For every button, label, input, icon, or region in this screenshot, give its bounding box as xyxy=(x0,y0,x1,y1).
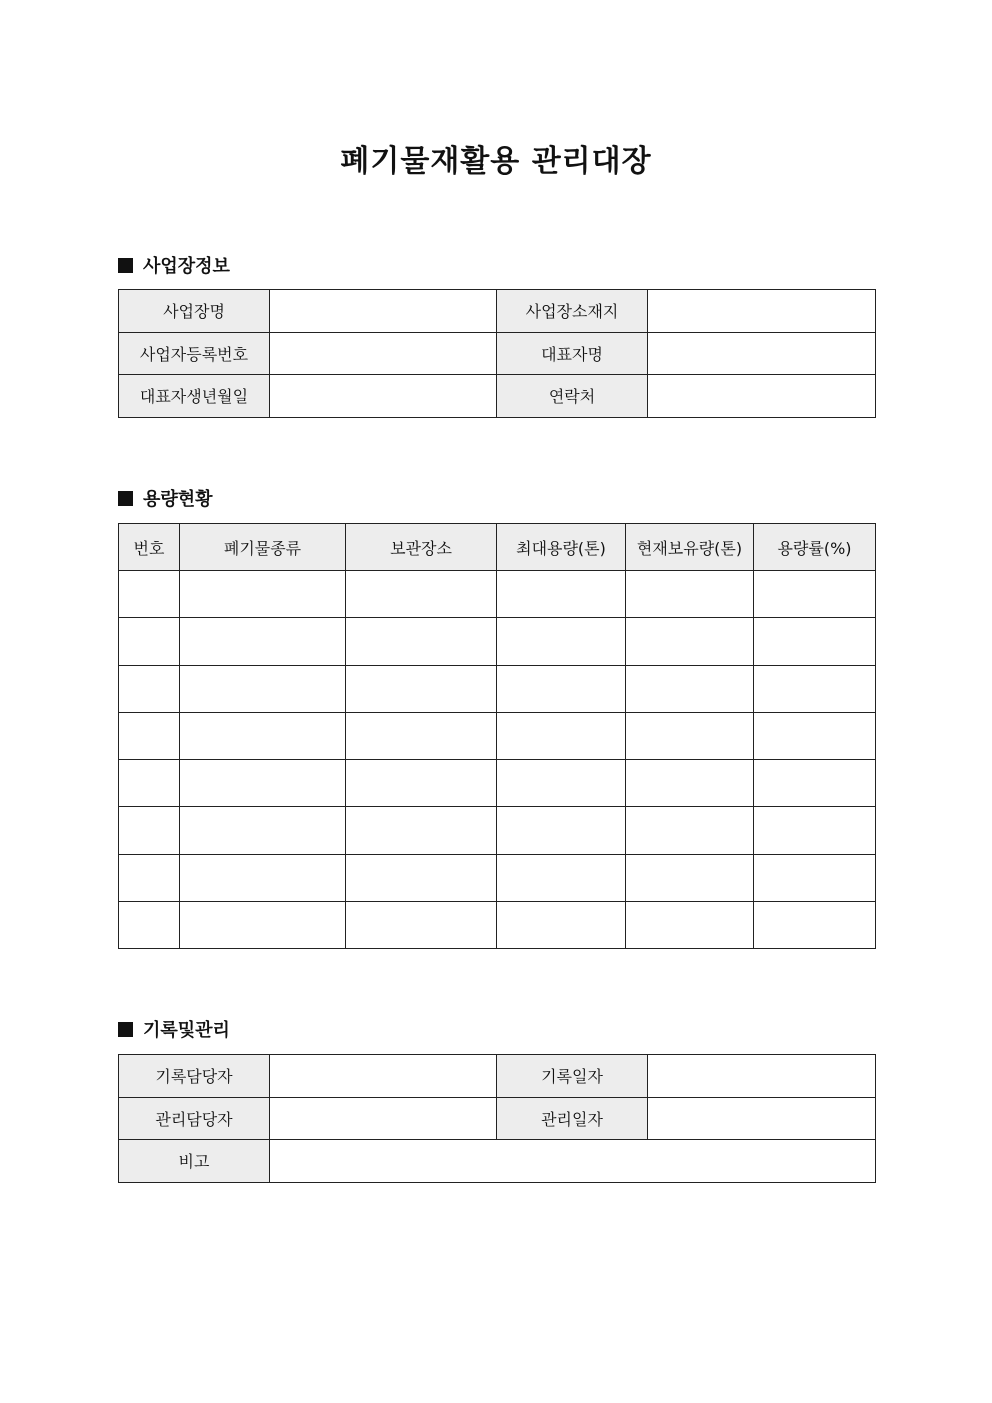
table-cell[interactable] xyxy=(119,902,180,949)
business-address-field[interactable] xyxy=(648,290,876,333)
table-cell[interactable] xyxy=(497,807,626,854)
contact-field[interactable] xyxy=(648,375,876,418)
table-header-row xyxy=(119,524,876,571)
column-header: 폐기물종류 xyxy=(180,524,346,571)
field-label: 비고 xyxy=(119,1140,270,1183)
table-cell[interactable] xyxy=(626,665,754,712)
table-cell[interactable] xyxy=(626,571,754,618)
table-cell[interactable] xyxy=(754,712,876,759)
section-heading-label: 사업장정보 xyxy=(143,256,230,277)
representative-name-field[interactable] xyxy=(648,332,876,375)
table-cell[interactable] xyxy=(346,854,497,901)
table-cell[interactable] xyxy=(119,665,180,712)
table-cell[interactable] xyxy=(119,760,180,807)
table-row xyxy=(119,807,876,854)
table-cell[interactable] xyxy=(497,902,626,949)
table-cell[interactable] xyxy=(346,571,497,618)
table-cell[interactable] xyxy=(119,571,180,618)
representative-birthdate-field[interactable] xyxy=(270,375,497,418)
column-header: 현재보유량(톤) xyxy=(626,524,754,571)
column-header: 보관장소 xyxy=(346,524,497,571)
field-label: 연락처 xyxy=(497,375,648,418)
table-cell[interactable] xyxy=(180,665,346,712)
field-label: 사업장명 xyxy=(119,290,270,333)
field-label: 기록일자 xyxy=(497,1055,648,1098)
section-heading-capacity xyxy=(118,486,213,510)
table-cell[interactable] xyxy=(497,712,626,759)
section-heading-label: 용량현황 xyxy=(143,489,213,510)
management-manager-field[interactable] xyxy=(270,1097,497,1140)
table-cell[interactable] xyxy=(754,571,876,618)
column-header: 번호 xyxy=(119,524,180,571)
table-row xyxy=(119,712,876,759)
business-reg-number-field[interactable] xyxy=(270,332,497,375)
table-cell[interactable] xyxy=(346,618,497,665)
table-row xyxy=(119,902,876,949)
table-row xyxy=(119,332,876,375)
table-cell[interactable] xyxy=(626,712,754,759)
table-row xyxy=(119,854,876,901)
table-cell[interactable] xyxy=(754,665,876,712)
table-cell[interactable] xyxy=(180,571,346,618)
table-cell[interactable] xyxy=(497,665,626,712)
column-header: 용량률(%) xyxy=(754,524,876,571)
table-cell[interactable] xyxy=(497,760,626,807)
table-row xyxy=(119,760,876,807)
table-cell[interactable] xyxy=(754,902,876,949)
table-cell[interactable] xyxy=(497,571,626,618)
table-cell[interactable] xyxy=(119,618,180,665)
table-cell[interactable] xyxy=(626,902,754,949)
business-name-field[interactable] xyxy=(270,290,497,333)
table-cell[interactable] xyxy=(346,712,497,759)
management-date-field[interactable] xyxy=(648,1097,876,1140)
table-cell[interactable] xyxy=(180,854,346,901)
table-cell[interactable] xyxy=(180,760,346,807)
record-manager-field[interactable] xyxy=(270,1055,497,1098)
table-cell[interactable] xyxy=(346,665,497,712)
section-heading-business xyxy=(118,253,230,277)
table-row xyxy=(119,1097,876,1140)
field-label: 관리일자 xyxy=(497,1097,648,1140)
field-label: 관리담당자 xyxy=(119,1097,270,1140)
table-row xyxy=(119,1140,876,1183)
field-label: 대표자생년월일 xyxy=(119,375,270,418)
square-bullet-icon xyxy=(118,1022,133,1037)
table-cell[interactable] xyxy=(346,807,497,854)
field-label: 기록담당자 xyxy=(119,1055,270,1098)
table-row xyxy=(119,571,876,618)
field-label: 대표자명 xyxy=(497,332,648,375)
table-cell[interactable] xyxy=(180,618,346,665)
table-cell[interactable] xyxy=(754,807,876,854)
table-cell[interactable] xyxy=(180,902,346,949)
table-cell[interactable] xyxy=(119,712,180,759)
capacity-table xyxy=(118,523,876,949)
table-row xyxy=(119,290,876,333)
column-header: 최대용량(톤) xyxy=(497,524,626,571)
table-cell[interactable] xyxy=(119,807,180,854)
section-heading-records xyxy=(118,1017,230,1041)
table-row xyxy=(119,618,876,665)
table-cell[interactable] xyxy=(346,760,497,807)
table-row xyxy=(119,375,876,418)
table-cell[interactable] xyxy=(346,902,497,949)
business-info-table xyxy=(118,289,876,418)
field-label: 사업장소재지 xyxy=(497,290,648,333)
table-cell[interactable] xyxy=(626,807,754,854)
table-cell[interactable] xyxy=(626,854,754,901)
page-title: 폐기물재활용 관리대장 xyxy=(340,144,652,179)
table-cell[interactable] xyxy=(754,854,876,901)
field-label: 사업자등록번호 xyxy=(119,332,270,375)
table-cell[interactable] xyxy=(119,854,180,901)
table-cell[interactable] xyxy=(626,618,754,665)
table-row xyxy=(119,665,876,712)
square-bullet-icon xyxy=(118,491,133,506)
remarks-field[interactable] xyxy=(270,1140,876,1183)
table-cell[interactable] xyxy=(754,760,876,807)
table-cell[interactable] xyxy=(180,807,346,854)
records-table xyxy=(118,1054,876,1183)
table-cell[interactable] xyxy=(626,760,754,807)
table-row xyxy=(119,1055,876,1098)
table-cell[interactable] xyxy=(754,618,876,665)
square-bullet-icon xyxy=(118,258,133,273)
table-cell[interactable] xyxy=(180,712,346,759)
table-cell[interactable] xyxy=(497,854,626,901)
record-date-field[interactable] xyxy=(648,1055,876,1098)
table-cell[interactable] xyxy=(497,618,626,665)
section-heading-label: 기록및관리 xyxy=(143,1020,230,1041)
